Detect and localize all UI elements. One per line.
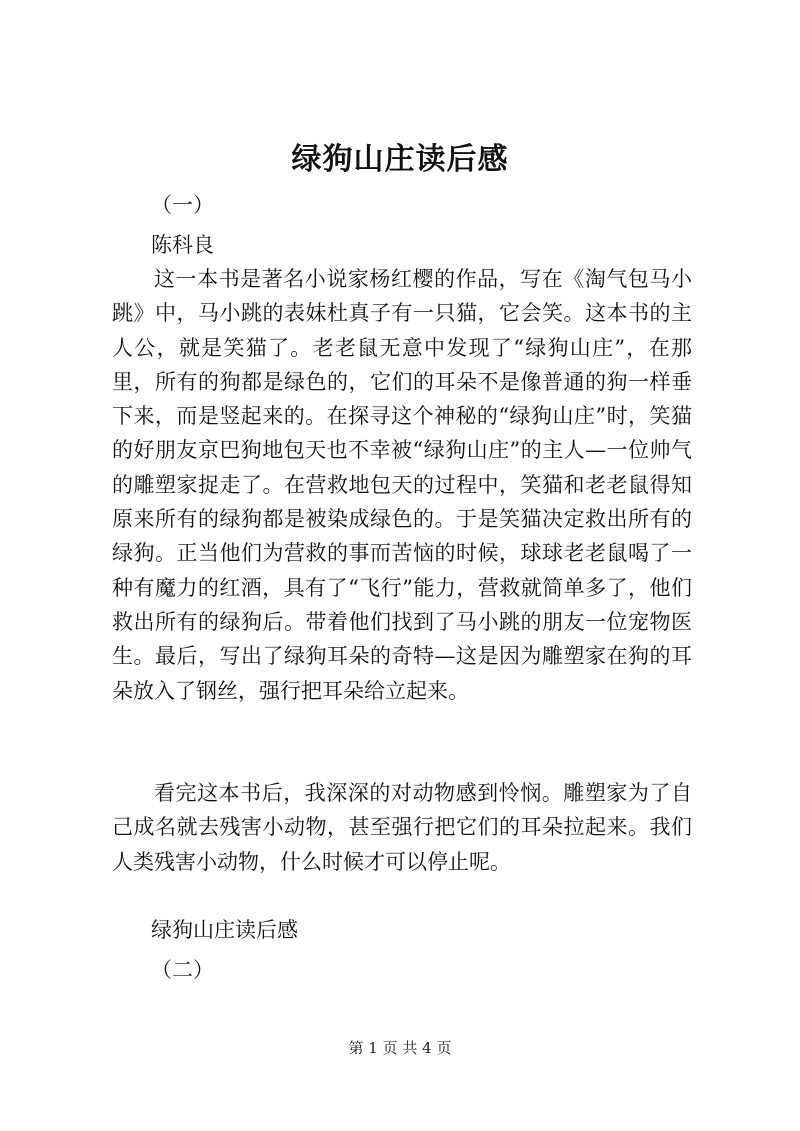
subtitle-two: 绿狗山庄读后感	[151, 918, 298, 942]
page-footer: 第 1 页 共 4 页	[348, 1039, 452, 1057]
document-title: 绿狗山庄读后感	[291, 142, 509, 177]
paragraph-2: 看完这本书后，我深深的对动物感到怜悯。雕塑家为了自己成名就去残害小动物，甚至强行把它们的耳朵拉起来。我们人类残害小动物，什么时候才可以停止呢。	[112, 781, 692, 874]
section-marker-one: （一）	[151, 193, 214, 217]
author-name: 陈科良	[151, 233, 214, 257]
section-marker-two: （二）	[151, 958, 214, 982]
paragraph-1: 这一本书是著名小说家杨红樱的作品，写在《淘气包马小跳》中，马小跳的表妹杜真子有一只猫，它会笑。这本书的主人公，就是笑猫了。老老鼠无意中发现了“绿狗山庄”，在那里，所有的狗都是绿色的，它们的耳朵不是像普通的狗一样垂下来，而是竖起来的。在探寻这个神秘的“绿狗山庄”时，笑猫的好朋友京巴狗地包天也不幸被“绿狗山庄”的主人—一位帅气的雕塑家捉走了。在营救地包天的过程中，笑猫和老老鼠得知原来所有的绿狗都是被染成绿色的。于是笑猫决定救出所有的绿狗。正当他们为营救的事而苦恼的时候，球球老老鼠喝了一种有魔力的红酒，具有了“飞行”能力，营救就简单多了，他们救出所有的绿狗后。带着他们找到了马小跳的朋友一位宠物医生。最后，写出了绿狗耳朵的奇特—这是因为雕塑家在狗的耳朵放入了钢丝，强行把耳朵给立起来。	[112, 267, 692, 703]
